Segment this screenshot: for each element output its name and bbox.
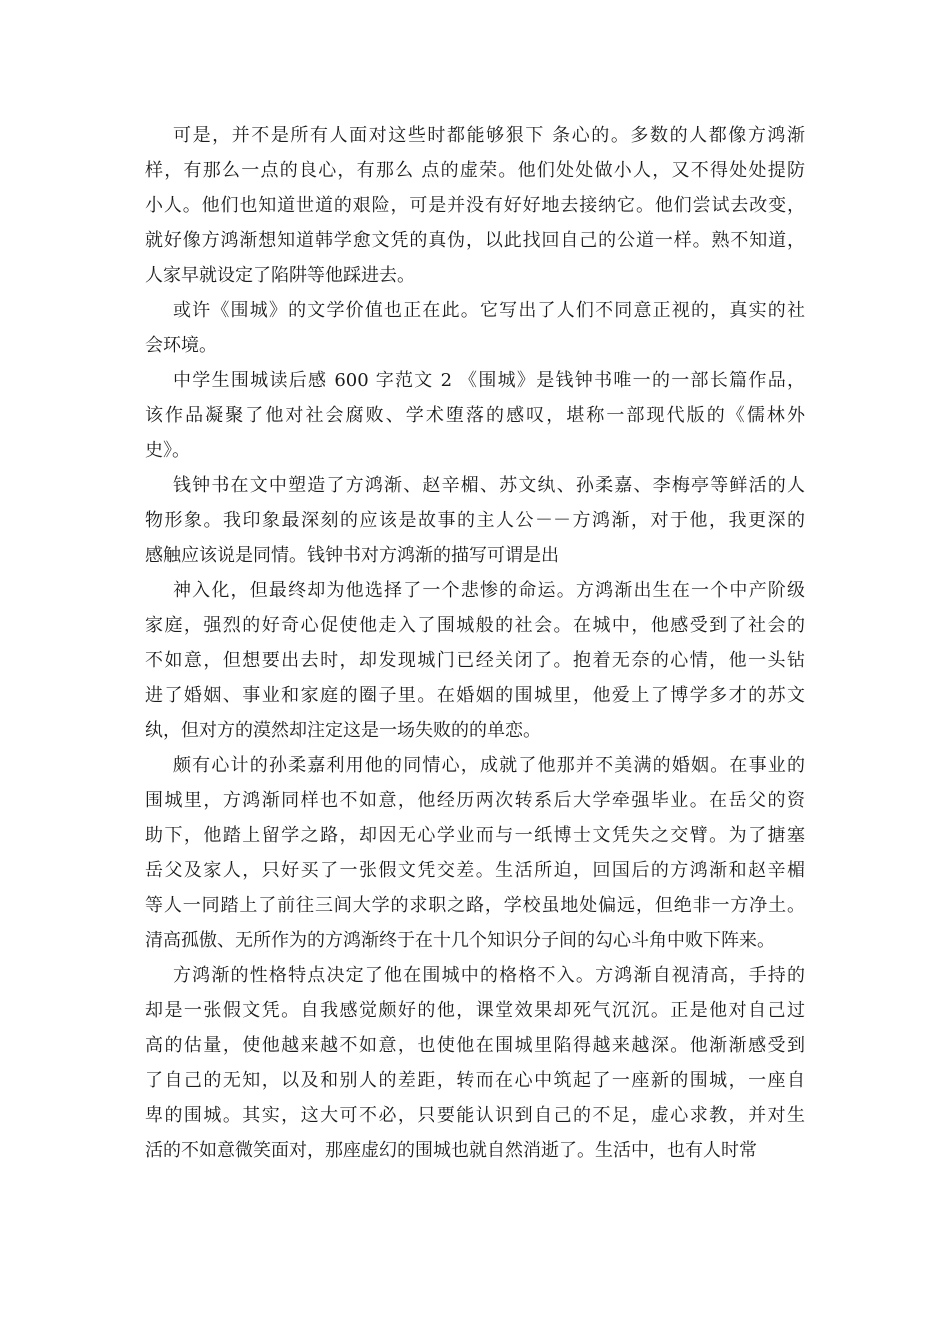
text-line: 该作品凝聚了他对社会腐败、学术堕落的感叹，堪称一部现代版的《儒林外 bbox=[145, 405, 805, 426]
paragraph bbox=[145, 118, 805, 293]
text-line: 活的不如意微笑面对，那座虚幻的围城也就自然消逝了。生活中，也有人时常 bbox=[145, 1140, 757, 1161]
text-line: 围城里，方鸿渐同样也不如意，他经历两次转系后大学牵强毕业。在岳父的资 bbox=[145, 790, 805, 811]
text-line: 神入化，但最终却为他选择了一个悲惨的命运。方鸿渐出生在一个中产阶级 bbox=[173, 580, 805, 601]
text-line: 小人。他们也知道世道的艰险，可是并没有好好地去接纳它。他们尝试去改变， bbox=[145, 195, 805, 216]
text-line: 可是，并不是所有人面对这些时都能够狠下 条心的。多数的人都像方鸿渐 bbox=[173, 125, 805, 146]
paragraph bbox=[145, 958, 805, 1168]
paragraph bbox=[145, 468, 805, 573]
paragraph bbox=[145, 748, 805, 958]
text-line: 史》。 bbox=[145, 440, 190, 461]
text-line: 或许《围城》的文学价值也正在此。它写出了人们不同意正视的，真实的社 bbox=[173, 300, 805, 321]
paragraph bbox=[145, 363, 805, 468]
text-line: 就好像方鸿渐想知道韩学愈文凭的真伪，以此找回自己的公道一样。熟不知道， bbox=[145, 230, 805, 251]
text-line: 颇有心计的孙柔嘉利用他的同情心，成就了他那并不美满的婚姻。在事业的 bbox=[173, 755, 805, 776]
text-line: 会环境。 bbox=[145, 335, 217, 356]
text-line: 清高孤傲、无所作为的方鸿渐终于在十几个知识分子间的勾心斗角中败下阵来。 bbox=[145, 930, 775, 951]
text-line: 助下，他踏上留学之路，却因无心学业而与一纸博士文凭失之交臂。为了搪塞 bbox=[145, 825, 805, 846]
text-line: 等人一同踏上了前往三闾大学的求职之路，学校虽地处偏远，但绝非一方净土。 bbox=[145, 895, 805, 916]
text-line: 卑的围城。其实，这大可不必，只要能认识到自己的不足，虚心求教，并对生 bbox=[145, 1105, 805, 1126]
text-line: 了自己的无知，以及和别人的差距，转而在心中筑起了一座新的围城，一座自 bbox=[145, 1070, 805, 1091]
text-line: 纨，但对方的漠然却注定这是一场失败的的单恋。 bbox=[145, 720, 541, 741]
text-line: 岳父及家人，只好买了一张假文凭交差。生活所迫，回国后的方鸿渐和赵辛楣 bbox=[145, 860, 805, 881]
text-line: 不如意，但想要出去时，却发现城门已经关闭了。抱着无奈的心情，他一头钻 bbox=[145, 650, 805, 671]
text-line: 人家早就设定了陷阱等他踩进去。 bbox=[145, 265, 415, 286]
text-line: 物形象。我印象最深刻的应该是故事的主人公－－方鸿渐，对于他，我更深的 bbox=[145, 510, 805, 531]
text-line: 样，有那么一点的良心，有那么 点的虚荣。他们处处做小人，又不得处处提防 bbox=[145, 160, 805, 181]
text-line: 进了婚姻、事业和家庭的圈子里。在婚姻的围城里，他爱上了博学多才的苏文 bbox=[145, 685, 805, 706]
paragraph bbox=[145, 573, 805, 748]
paragraph bbox=[145, 293, 805, 363]
text-line: 钱钟书在文中塑造了方鸿渐、赵辛楣、苏文纨、孙柔嘉、李梅亭等鲜活的人 bbox=[173, 475, 805, 496]
text-line: 家庭，强烈的好奇心促使他走入了围城般的社会。在城中，他感受到了社会的 bbox=[145, 615, 805, 636]
text-line: 却是一张假文凭。自我感觉颇好的他，课堂效果却死气沉沉。正是他对自己过 bbox=[145, 1000, 805, 1021]
text-line: 感触应该说是同情。钱钟书对方鸿渐的描写可谓是出 bbox=[145, 545, 559, 566]
text-line: 方鸿渐的性格特点决定了他在围城中的格格不入。方鸿渐自视清高，手持的 bbox=[173, 965, 805, 986]
text-line: 高的估量，使他越来越不如意，也使他在围城里陷得越来越深。他渐渐感受到 bbox=[145, 1035, 805, 1056]
text-line: 中学生围城读后感 600 字范文 2 《围城》是钱钟书唯一的一部长篇作品， bbox=[173, 370, 805, 391]
